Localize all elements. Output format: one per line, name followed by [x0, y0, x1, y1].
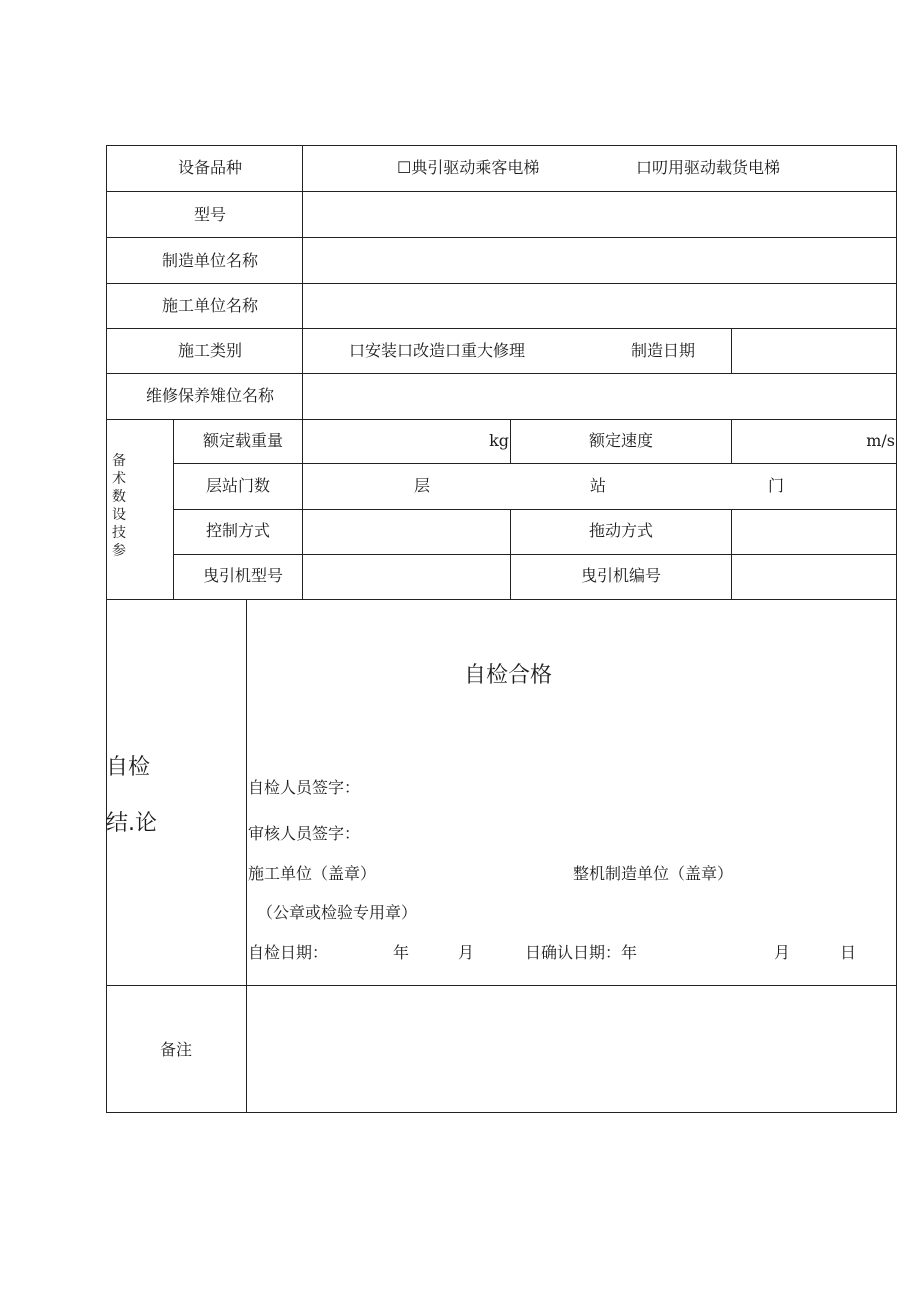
drive-mode-label: 拖动方式 [588, 521, 654, 540]
door-unit: 门 [767, 476, 785, 495]
manufacturer-seal-label: 整机制造单位（盖章） [573, 864, 734, 883]
group-label-char: 设 [112, 507, 126, 523]
device-type-option-forced[interactable]: 口叨用驱动载货电梯 [636, 158, 781, 177]
remarks-label: 备注 [159, 1040, 193, 1059]
group-label-char: 备 [112, 453, 126, 469]
date-month-1: 月 [458, 943, 475, 962]
construction-type-options[interactable]: 口安装口改造口重大修理 [349, 341, 526, 360]
self-check-label-line2: 结.论 [106, 811, 157, 836]
group-label-char: 术 [112, 471, 126, 487]
traction-machine-number-label: 曳引机编号 [580, 566, 662, 585]
control-mode-label: 控制方式 [205, 521, 271, 540]
rule [106, 237, 897, 238]
inspector-signature-label: 自检人员签字： [248, 778, 361, 797]
floor-unit: 层 [413, 476, 431, 495]
device-type-label: 设备品种 [177, 158, 243, 177]
construction-type-label: 施工类别 [177, 341, 243, 360]
traction-machine-model-label: 曳引机型号 [202, 566, 284, 585]
rule [731, 419, 732, 464]
seal-note: （公章或检验专用章） [257, 903, 418, 922]
rule [106, 985, 897, 986]
rated-speed-label: 额定速度 [588, 431, 654, 450]
installer-seal-label: 施工单位（盖章） [248, 864, 377, 883]
rule [106, 283, 897, 284]
tech-params-group-label [110, 452, 128, 560]
reviewer-signature-label: 审核人员签字： [248, 824, 361, 843]
rated-load-label: 额定载重量 [202, 431, 284, 450]
rule [173, 419, 174, 600]
rule [731, 328, 732, 374]
rule [173, 509, 897, 510]
confirm-date-label: 日确认日期：年 [525, 943, 638, 962]
rule [106, 1112, 897, 1113]
device-type-option-traction[interactable]: ☐典引驱动乘客电梯 [397, 158, 540, 177]
floors-doors-label: 层站门数 [205, 476, 271, 495]
rule [106, 145, 107, 1113]
manufacture-date-label: 制造日期 [630, 341, 696, 360]
rule [106, 599, 897, 600]
rule [731, 509, 732, 600]
date-year-1: 年 [393, 943, 410, 962]
rule [173, 554, 897, 555]
rule [106, 373, 897, 374]
rule [896, 145, 897, 1113]
rated-speed-unit: m/s [866, 431, 895, 450]
rule [246, 599, 247, 1113]
rule [510, 419, 511, 464]
group-label-char: 参 [112, 543, 126, 559]
installer-label: 施工单位名称 [161, 296, 259, 315]
manufacturer-label: 制造单位名称 [161, 251, 259, 270]
group-label-char: 数 [112, 489, 126, 505]
date-month-2: 月 [774, 943, 791, 962]
model-label: 型号 [193, 205, 227, 224]
check-date-label: 自检日期： [248, 943, 329, 962]
rule [173, 463, 897, 464]
maintenance-unit-label: 维修保养雉位名称 [145, 386, 275, 405]
self-check-label-line1: 自检 [106, 755, 151, 780]
date-day-2: 日 [840, 943, 857, 962]
rule [106, 419, 897, 420]
rule [106, 145, 897, 146]
rule [106, 328, 897, 329]
self-check-result: 自检合格 [463, 663, 553, 688]
rule [106, 191, 897, 192]
rated-load-unit: kg [489, 431, 509, 450]
station-unit: 站 [589, 476, 607, 495]
rule [510, 509, 511, 600]
group-label-char: 技 [112, 525, 126, 541]
rule [302, 145, 303, 600]
